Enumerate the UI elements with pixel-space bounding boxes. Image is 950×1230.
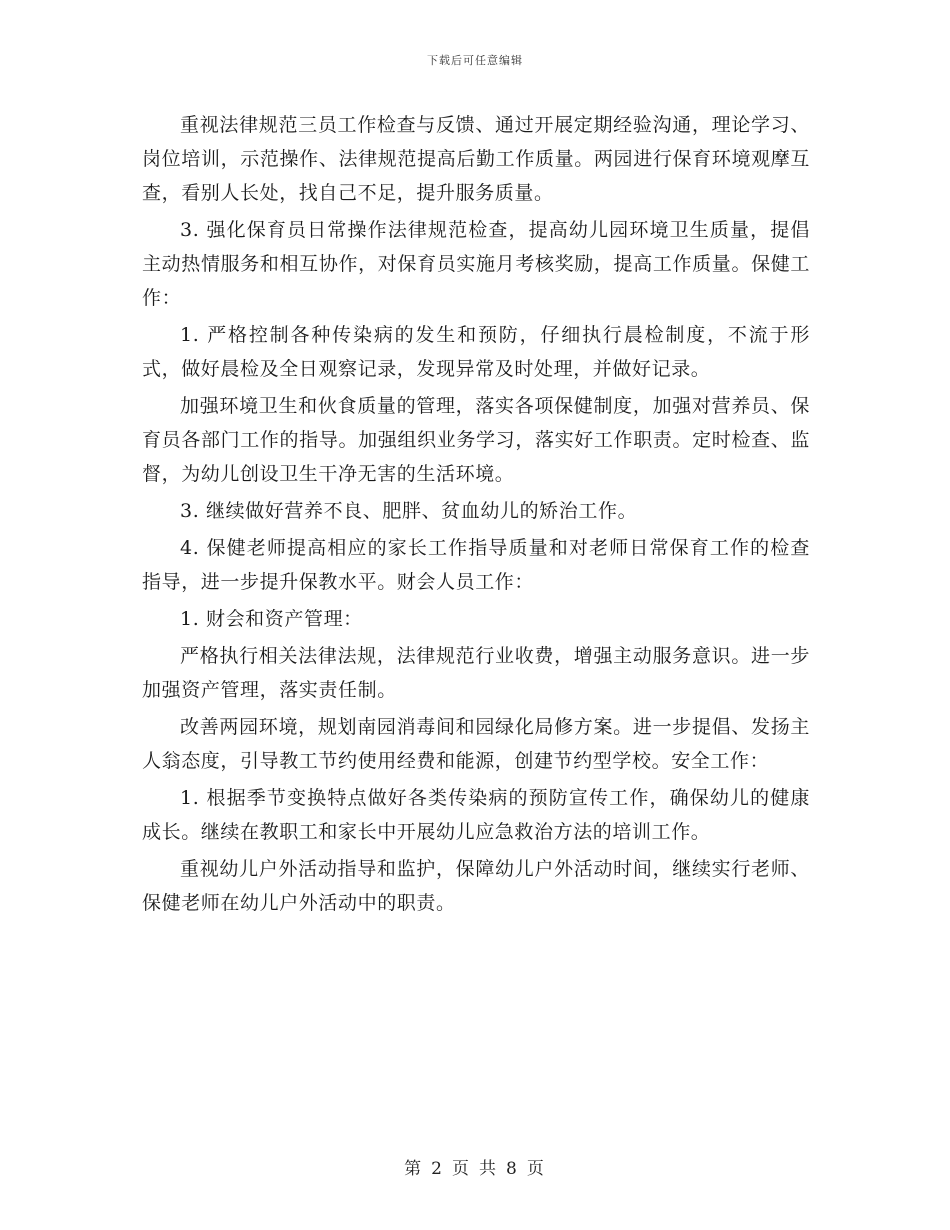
footer-total-pages: 8: [506, 1159, 519, 1179]
page-header: 下载后可任意编辑: [427, 54, 523, 67]
footer-page-unit: 页: [452, 1159, 471, 1179]
paragraph: 1. 根据季节变换特点做好各类传染病的预防宣传工作，确保幼儿的健康成长。继续在教职工和家长中开展幼儿应急救治方法的培训工作。: [142, 787, 810, 843]
paragraph: 重视幼儿户外活动指导和监护，保障幼儿户外活动时间，继续实行老师、保健老师在幼儿户外活动中的职责。: [142, 858, 810, 914]
page-footer: [0, 1154, 950, 1179]
footer-prefix: 第: [404, 1159, 424, 1179]
paragraph: 重视法律规范三员工作检查与反馈、通过开展定期经验沟通，理论学习、岗位培训，示范操作、法律规范提高后勤工作质量。两园进行保育环境观摩互查，看别人长处，找自己不足，提升服务质量。: [142, 114, 810, 204]
footer-total-word: 共: [479, 1159, 498, 1179]
paragraph: 3. 继续做好营养不良、肥胖、贫血幼儿的矫治工作。: [180, 500, 638, 522]
paragraph: 1. 财会和资产管理：: [180, 608, 363, 630]
document-body: [142, 108, 810, 923]
paragraph: 4. 保健老师提高相应的家长工作指导质量和对老师日常保育工作的检查指导，进一步提升保教水平。财会人员工作：: [142, 537, 810, 593]
footer-current-page: 2: [431, 1159, 444, 1179]
paragraph: 严格执行相关法律法规，法律规范行业收费，增强主动服务意识。进一步加强资产管理，落实责任制。: [142, 645, 810, 701]
paragraph: 加强环境卫生和伙食质量的管理，落实各项保健制度，加强对营养员、保育员各部门工作的指导。加强组织业务学习，落实好工作职责。定时检查、监督，为幼儿创设卫生干净无害的生活环境。: [142, 395, 810, 485]
paragraph: 1. 严格控制各种传染病的发生和预防，仔细执行晨检制度，不流于形式，做好晨检及全日观察记录，发现异常及时处理，并做好记录。: [142, 324, 810, 380]
footer-suffix: 页: [526, 1159, 546, 1179]
paragraph: 改善两园环境，规划南园消毒间和园绿化局修方案。进一步提倡、发扬主人翁态度，引导教工节约使用经费和能源，创建节约型学校。安全工作：: [142, 716, 810, 772]
paragraph: 3. 强化保育员日常操作法律规范检查，提高幼儿园环境卫生质量，提倡主动热情服务和相互协作，对保育员实施月考核奖励，提高工作质量。保健工作：: [142, 219, 810, 309]
